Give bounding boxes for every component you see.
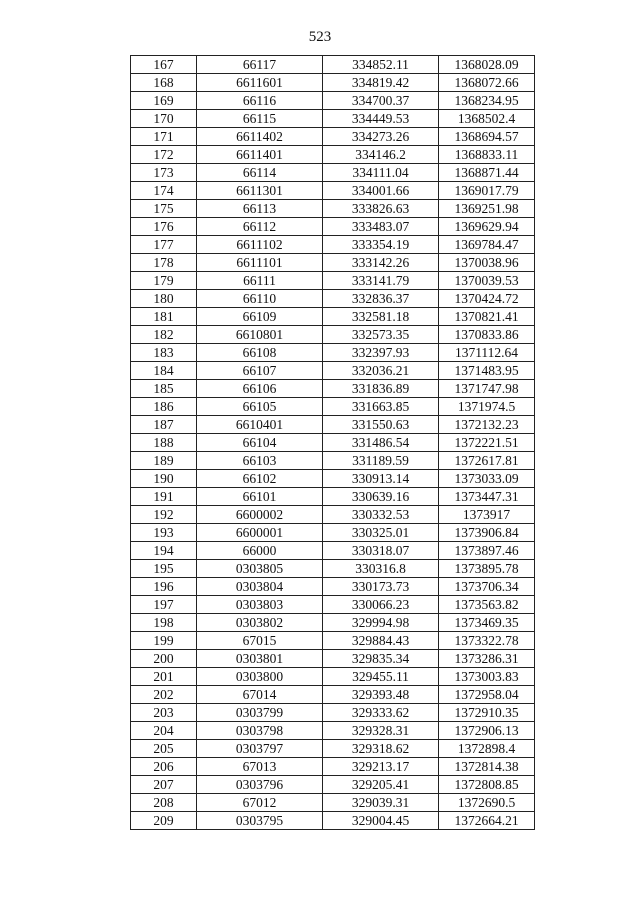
point-id-cell: 0303798 (197, 722, 323, 740)
table-row (131, 524, 535, 542)
row-number-cell: 174 (131, 182, 197, 200)
y-coordinate-cell: 1372958.04 (439, 686, 535, 704)
point-id-cell: 66000 (197, 542, 323, 560)
x-coordinate-cell: 329328.31 (323, 722, 439, 740)
y-coordinate-cell: 1368028.09 (439, 56, 535, 74)
point-id-cell: 0303795 (197, 812, 323, 830)
table-row (131, 416, 535, 434)
point-id-cell: 6611401 (197, 146, 323, 164)
x-coordinate-cell: 331836.89 (323, 380, 439, 398)
point-id-cell: 66114 (197, 164, 323, 182)
table-row (131, 812, 535, 830)
row-number-cell: 184 (131, 362, 197, 380)
x-coordinate-cell: 334819.42 (323, 74, 439, 92)
y-coordinate-cell: 1369017.79 (439, 182, 535, 200)
row-number-cell: 182 (131, 326, 197, 344)
x-coordinate-cell: 330639.16 (323, 488, 439, 506)
y-coordinate-cell: 1371747.98 (439, 380, 535, 398)
point-id-cell: 0303799 (197, 704, 323, 722)
x-coordinate-cell: 333142.26 (323, 254, 439, 272)
point-id-cell: 66112 (197, 218, 323, 236)
table-row (131, 452, 535, 470)
x-coordinate-cell: 334146.2 (323, 146, 439, 164)
x-coordinate-cell: 331189.59 (323, 452, 439, 470)
y-coordinate-cell: 1373563.82 (439, 596, 535, 614)
point-id-cell: 0303800 (197, 668, 323, 686)
row-number-cell: 179 (131, 272, 197, 290)
row-number-cell: 187 (131, 416, 197, 434)
point-id-cell: 66116 (197, 92, 323, 110)
y-coordinate-cell: 1372906.13 (439, 722, 535, 740)
y-coordinate-cell: 1373895.78 (439, 560, 535, 578)
row-number-cell: 200 (131, 650, 197, 668)
table-row (131, 182, 535, 200)
row-number-cell: 209 (131, 812, 197, 830)
row-number-cell: 175 (131, 200, 197, 218)
table-row (131, 344, 535, 362)
table-row (131, 740, 535, 758)
table-row (131, 128, 535, 146)
table-row (131, 668, 535, 686)
point-id-cell: 66108 (197, 344, 323, 362)
x-coordinate-cell: 334700.37 (323, 92, 439, 110)
point-id-cell: 66106 (197, 380, 323, 398)
y-coordinate-cell: 1372617.81 (439, 452, 535, 470)
row-number-cell: 189 (131, 452, 197, 470)
point-id-cell: 66102 (197, 470, 323, 488)
row-number-cell: 190 (131, 470, 197, 488)
row-number-cell: 206 (131, 758, 197, 776)
table-row (131, 380, 535, 398)
point-id-cell: 6611102 (197, 236, 323, 254)
point-id-cell: 67015 (197, 632, 323, 650)
point-id-cell: 66101 (197, 488, 323, 506)
row-number-cell: 195 (131, 560, 197, 578)
point-id-cell: 0303796 (197, 776, 323, 794)
table-row (131, 506, 535, 524)
x-coordinate-cell: 329994.98 (323, 614, 439, 632)
x-coordinate-cell: 330318.07 (323, 542, 439, 560)
point-id-cell: 0303803 (197, 596, 323, 614)
x-coordinate-cell: 334852.11 (323, 56, 439, 74)
point-id-cell: 66105 (197, 398, 323, 416)
y-coordinate-cell: 1372808.85 (439, 776, 535, 794)
y-coordinate-cell: 1372132.23 (439, 416, 535, 434)
x-coordinate-cell: 334001.66 (323, 182, 439, 200)
table-row (131, 308, 535, 326)
point-id-cell: 66109 (197, 308, 323, 326)
point-id-cell: 67014 (197, 686, 323, 704)
table-row (131, 236, 535, 254)
table-row (131, 362, 535, 380)
y-coordinate-cell: 1372664.21 (439, 812, 535, 830)
y-coordinate-cell: 1368234.95 (439, 92, 535, 110)
y-coordinate-cell: 1371112.64 (439, 344, 535, 362)
row-number-cell: 167 (131, 56, 197, 74)
y-coordinate-cell: 1370833.86 (439, 326, 535, 344)
table-row (131, 434, 535, 452)
x-coordinate-cell: 329333.62 (323, 704, 439, 722)
row-number-cell: 176 (131, 218, 197, 236)
point-id-cell: 6611101 (197, 254, 323, 272)
x-coordinate-cell: 334273.26 (323, 128, 439, 146)
table-row (131, 56, 535, 74)
table-row (131, 74, 535, 92)
table-row (131, 200, 535, 218)
y-coordinate-cell: 1371483.95 (439, 362, 535, 380)
y-coordinate-cell: 1373033.09 (439, 470, 535, 488)
table-row (131, 326, 535, 344)
row-number-cell: 204 (131, 722, 197, 740)
x-coordinate-cell: 332581.18 (323, 308, 439, 326)
y-coordinate-cell: 1371974.5 (439, 398, 535, 416)
table-row (131, 470, 535, 488)
table-row (131, 650, 535, 668)
row-number-cell: 173 (131, 164, 197, 182)
row-number-cell: 208 (131, 794, 197, 812)
x-coordinate-cell: 329455.11 (323, 668, 439, 686)
x-coordinate-cell: 330913.14 (323, 470, 439, 488)
row-number-cell: 194 (131, 542, 197, 560)
table-row (131, 614, 535, 632)
point-id-cell: 66110 (197, 290, 323, 308)
row-number-cell: 186 (131, 398, 197, 416)
row-number-cell: 178 (131, 254, 197, 272)
y-coordinate-cell: 1368694.57 (439, 128, 535, 146)
x-coordinate-cell: 330066.23 (323, 596, 439, 614)
point-id-cell: 6611301 (197, 182, 323, 200)
x-coordinate-cell: 334111.04 (323, 164, 439, 182)
point-id-cell: 67013 (197, 758, 323, 776)
point-id-cell: 6611601 (197, 74, 323, 92)
x-coordinate-cell: 329318.62 (323, 740, 439, 758)
point-id-cell: 6611402 (197, 128, 323, 146)
table-row (131, 218, 535, 236)
row-number-cell: 170 (131, 110, 197, 128)
x-coordinate-cell: 329205.41 (323, 776, 439, 794)
x-coordinate-cell: 329835.34 (323, 650, 439, 668)
table-row (131, 488, 535, 506)
point-id-cell: 67012 (197, 794, 323, 812)
point-id-cell: 66111 (197, 272, 323, 290)
y-coordinate-cell: 1373322.78 (439, 632, 535, 650)
table-row (131, 758, 535, 776)
point-id-cell: 66107 (197, 362, 323, 380)
y-coordinate-cell: 1368502.4 (439, 110, 535, 128)
y-coordinate-cell: 1368072.66 (439, 74, 535, 92)
row-number-cell: 197 (131, 596, 197, 614)
row-number-cell: 169 (131, 92, 197, 110)
table-row (131, 704, 535, 722)
y-coordinate-cell: 1373897.46 (439, 542, 535, 560)
x-coordinate-cell: 332036.21 (323, 362, 439, 380)
table-row (131, 560, 535, 578)
x-coordinate-cell: 329393.48 (323, 686, 439, 704)
x-coordinate-cell: 332397.93 (323, 344, 439, 362)
point-id-cell: 6610801 (197, 326, 323, 344)
table-row (131, 686, 535, 704)
x-coordinate-cell: 329884.43 (323, 632, 439, 650)
point-id-cell: 0303797 (197, 740, 323, 758)
coordinates-table (130, 55, 535, 830)
y-coordinate-cell: 1372690.5 (439, 794, 535, 812)
table-row (131, 164, 535, 182)
x-coordinate-cell: 330316.8 (323, 560, 439, 578)
point-id-cell: 66115 (197, 110, 323, 128)
table-row (131, 110, 535, 128)
x-coordinate-cell: 331486.54 (323, 434, 439, 452)
y-coordinate-cell: 1368833.11 (439, 146, 535, 164)
point-id-cell: 66103 (197, 452, 323, 470)
table-row (131, 398, 535, 416)
row-number-cell: 203 (131, 704, 197, 722)
row-number-cell: 180 (131, 290, 197, 308)
x-coordinate-cell: 330173.73 (323, 578, 439, 596)
y-coordinate-cell: 1373447.31 (439, 488, 535, 506)
row-number-cell: 207 (131, 776, 197, 794)
table-row (131, 722, 535, 740)
table-row (131, 776, 535, 794)
row-number-cell: 199 (131, 632, 197, 650)
row-number-cell: 205 (131, 740, 197, 758)
page-number: 523 (308, 29, 332, 45)
y-coordinate-cell: 1372221.51 (439, 434, 535, 452)
table-row (131, 596, 535, 614)
row-number-cell: 192 (131, 506, 197, 524)
row-number-cell: 168 (131, 74, 197, 92)
point-id-cell: 6600002 (197, 506, 323, 524)
row-number-cell: 177 (131, 236, 197, 254)
y-coordinate-cell: 1369629.94 (439, 218, 535, 236)
x-coordinate-cell: 329004.45 (323, 812, 439, 830)
y-coordinate-cell: 1370424.72 (439, 290, 535, 308)
x-coordinate-cell: 330325.01 (323, 524, 439, 542)
y-coordinate-cell: 1373469.35 (439, 614, 535, 632)
y-coordinate-cell: 1372814.38 (439, 758, 535, 776)
table-row (131, 254, 535, 272)
table-row (131, 578, 535, 596)
row-number-cell: 201 (131, 668, 197, 686)
x-coordinate-cell: 333826.63 (323, 200, 439, 218)
row-number-cell: 181 (131, 308, 197, 326)
point-id-cell: 0303805 (197, 560, 323, 578)
row-number-cell: 196 (131, 578, 197, 596)
y-coordinate-cell: 1369784.47 (439, 236, 535, 254)
x-coordinate-cell: 333354.19 (323, 236, 439, 254)
point-id-cell: 66113 (197, 200, 323, 218)
x-coordinate-cell: 334449.53 (323, 110, 439, 128)
y-coordinate-cell: 1373706.34 (439, 578, 535, 596)
table-row (131, 272, 535, 290)
y-coordinate-cell: 1370038.96 (439, 254, 535, 272)
point-id-cell: 0303804 (197, 578, 323, 596)
table-row (131, 632, 535, 650)
x-coordinate-cell: 332573.35 (323, 326, 439, 344)
y-coordinate-cell: 1373003.83 (439, 668, 535, 686)
row-number-cell: 185 (131, 380, 197, 398)
row-number-cell: 191 (131, 488, 197, 506)
point-id-cell: 6610401 (197, 416, 323, 434)
x-coordinate-cell: 333483.07 (323, 218, 439, 236)
x-coordinate-cell: 330332.53 (323, 506, 439, 524)
row-number-cell: 198 (131, 614, 197, 632)
y-coordinate-cell: 1372898.4 (439, 740, 535, 758)
y-coordinate-cell: 1373906.84 (439, 524, 535, 542)
point-id-cell: 66117 (197, 56, 323, 74)
y-coordinate-cell: 1370821.41 (439, 308, 535, 326)
y-coordinate-cell: 1369251.98 (439, 200, 535, 218)
y-coordinate-cell: 1373917 (439, 506, 535, 524)
x-coordinate-cell: 329213.17 (323, 758, 439, 776)
x-coordinate-cell: 331663.85 (323, 398, 439, 416)
point-id-cell: 6600001 (197, 524, 323, 542)
table-row (131, 92, 535, 110)
row-number-cell: 193 (131, 524, 197, 542)
point-id-cell: 0303802 (197, 614, 323, 632)
x-coordinate-cell: 332836.37 (323, 290, 439, 308)
row-number-cell: 171 (131, 128, 197, 146)
row-number-cell: 183 (131, 344, 197, 362)
row-number-cell: 202 (131, 686, 197, 704)
table-row (131, 290, 535, 308)
x-coordinate-cell: 333141.79 (323, 272, 439, 290)
y-coordinate-cell: 1373286.31 (439, 650, 535, 668)
row-number-cell: 188 (131, 434, 197, 452)
y-coordinate-cell: 1372910.35 (439, 704, 535, 722)
coordinates-table-body (131, 56, 535, 830)
y-coordinate-cell: 1368871.44 (439, 164, 535, 182)
x-coordinate-cell: 331550.63 (323, 416, 439, 434)
point-id-cell: 0303801 (197, 650, 323, 668)
row-number-cell: 172 (131, 146, 197, 164)
table-row (131, 146, 535, 164)
table-row (131, 542, 535, 560)
table-row (131, 794, 535, 812)
y-coordinate-cell: 1370039.53 (439, 272, 535, 290)
point-id-cell: 66104 (197, 434, 323, 452)
x-coordinate-cell: 329039.31 (323, 794, 439, 812)
